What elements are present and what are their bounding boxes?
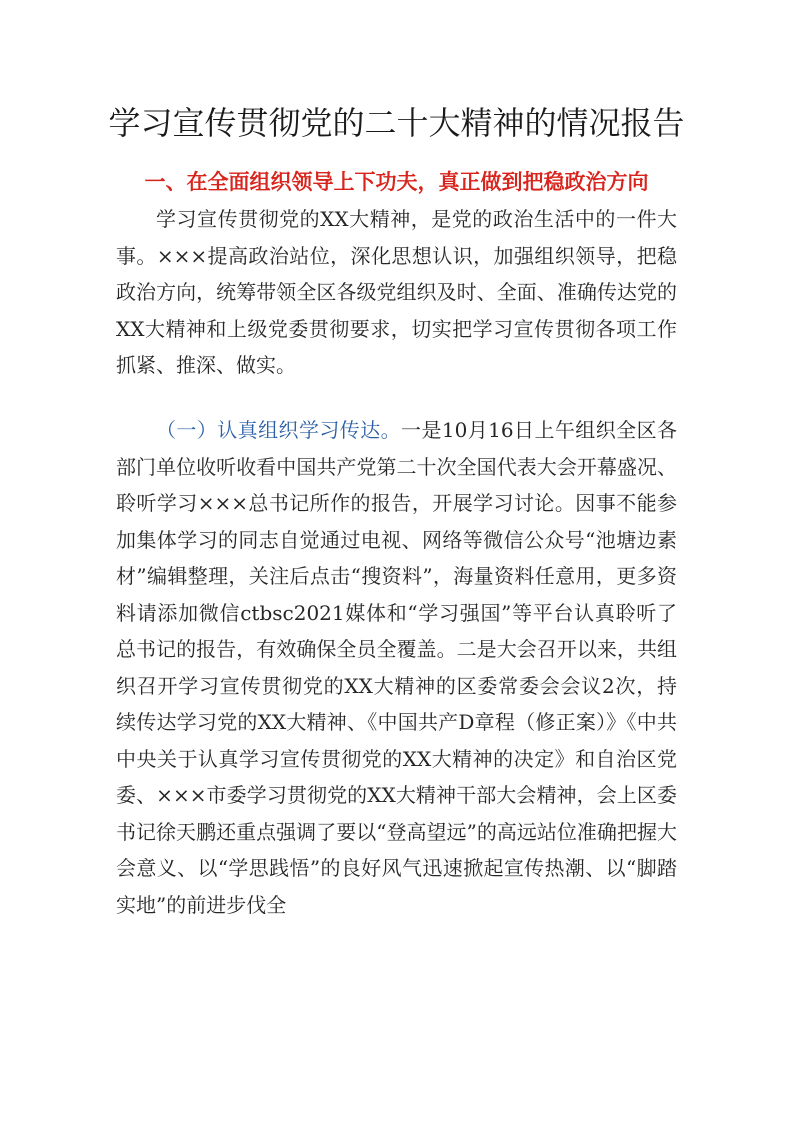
paragraph-text: 一是10月16日上午组织全区各部门单位收听收看中国共产党第二十次全国代表大会开幕盛况、聆听学习×××总书记所作的报告，开展学习讨论。因事不能参加集体学习的同志自觉通过电视、网络等微信公众号“池塘边素材”编辑整理，关注后点击“搜资料”，海量资料任意用，更多资料请添加微信ctbsc2021媒体和“学习强国”等平台认真聆听了总书记的报告，有效确保全员全覆盖。二是大会召开以来，共组织召开学习宣传贯彻党的XX大精神的区委常委会会议2次，持续传达学习党的XX大精神、《中国共产D章程（修正案）》《中共中央关于认真学习宣传贯彻党的XX大精神的决定》和自治区党委、×××市委学习贯彻党的XX大精神干部大会精神，会上区委书记徐天鹏还重点强调了要以“登高望远”的高远站位准确把握大会意义、以“学思践悟”的良好风气迅速掀起宣传热潮、以“脚踏实地”的前进步伐全 bbox=[116, 418, 677, 917]
subsection-heading: （一）认真组织学习传达。 bbox=[156, 418, 402, 442]
body-paragraph-with-subheading bbox=[116, 412, 677, 923]
document-title: 学习宣传贯彻党的二十大精神的情况报告 bbox=[108, 104, 685, 142]
body-paragraph: 学习宣传贯彻党的XX大精神，是党的政治生活中的一件大事。×××提高政治站位，深化思想认识，加强组织领导，把稳政治方向，统筹带领全区各级党组织及时、全面、准确传达党的XX大精神和上级党委贯彻要求，切实把学习宣传贯彻各项工作抓紧、推深、做实。 bbox=[116, 207, 677, 377]
section-heading: 一、在全面组织领导上下功夫，真正做到把稳政治方向 bbox=[144, 170, 649, 194]
